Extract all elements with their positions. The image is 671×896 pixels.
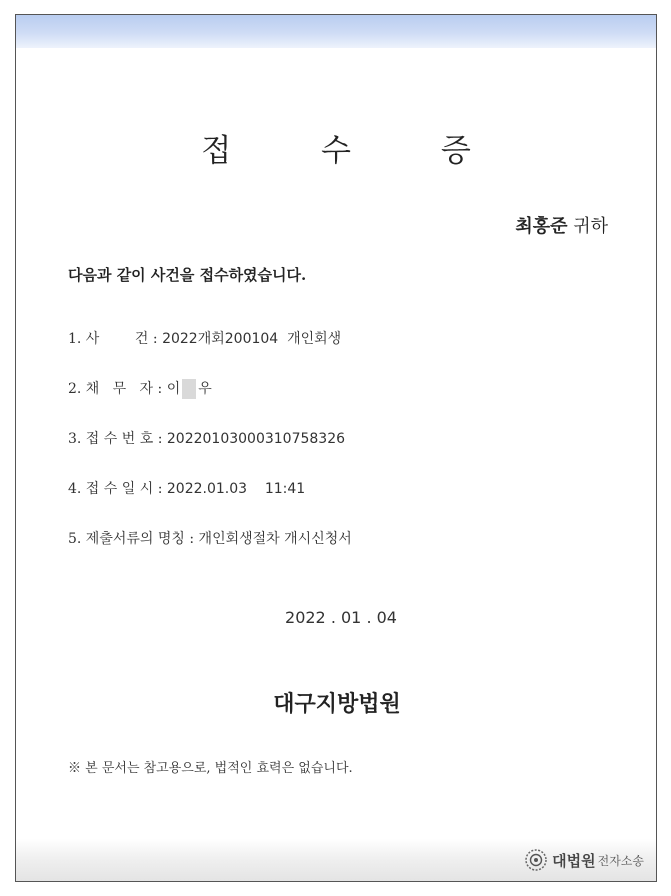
court-name: 대구지방법원 bbox=[273, 691, 401, 717]
row-label: 3. 접 수 번 호 : bbox=[68, 431, 167, 447]
row-label: 1. 사 건 : bbox=[68, 331, 163, 347]
document-title: 접 수 증 bbox=[201, 133, 511, 169]
row-value: 2022개회200104 개인회생 bbox=[162, 331, 342, 347]
row-case bbox=[68, 328, 341, 348]
logo-main-text: 대법원 bbox=[552, 851, 596, 870]
header-bar bbox=[16, 15, 656, 48]
recipient-name: 최홍준 bbox=[515, 216, 568, 237]
row-receipt-number bbox=[68, 428, 345, 448]
receipt-document bbox=[15, 14, 657, 882]
redaction-mask bbox=[182, 379, 196, 399]
row-value: 2022.01.03 11:41 bbox=[166, 481, 306, 497]
recipient bbox=[515, 212, 608, 238]
footer-bar bbox=[16, 839, 656, 881]
row-label: 4. 접 수 일 시 : bbox=[68, 481, 167, 497]
row-label: 5. 제출서류의 명칭 : bbox=[68, 531, 199, 547]
recipient-suffix: 귀하 bbox=[573, 216, 608, 237]
intro-text: 다음과 같이 사건을 접수하였습니다. bbox=[68, 266, 307, 284]
row-debtor bbox=[68, 378, 212, 399]
debtor-name-prefix: 이 bbox=[166, 381, 181, 397]
row-value: 개인회생절차 개시신청서 bbox=[198, 531, 352, 547]
row-document-name bbox=[68, 528, 352, 548]
court-emblem-icon bbox=[524, 848, 548, 872]
row-label: 2. 채 무 자 : bbox=[68, 381, 167, 397]
row-value: 20220103000310758326 bbox=[166, 431, 346, 447]
notice-text: ※ 본 문서는 참고용으로, 법적인 효력은 없습니다. bbox=[68, 761, 353, 776]
debtor-name-suffix: 우 bbox=[198, 381, 212, 397]
supreme-court-logo bbox=[524, 848, 644, 872]
row-receipt-datetime bbox=[68, 478, 305, 498]
issue-date: 2022 . 01 . 04 bbox=[285, 608, 397, 627]
logo-sub-text: 전자소송 bbox=[597, 853, 644, 868]
